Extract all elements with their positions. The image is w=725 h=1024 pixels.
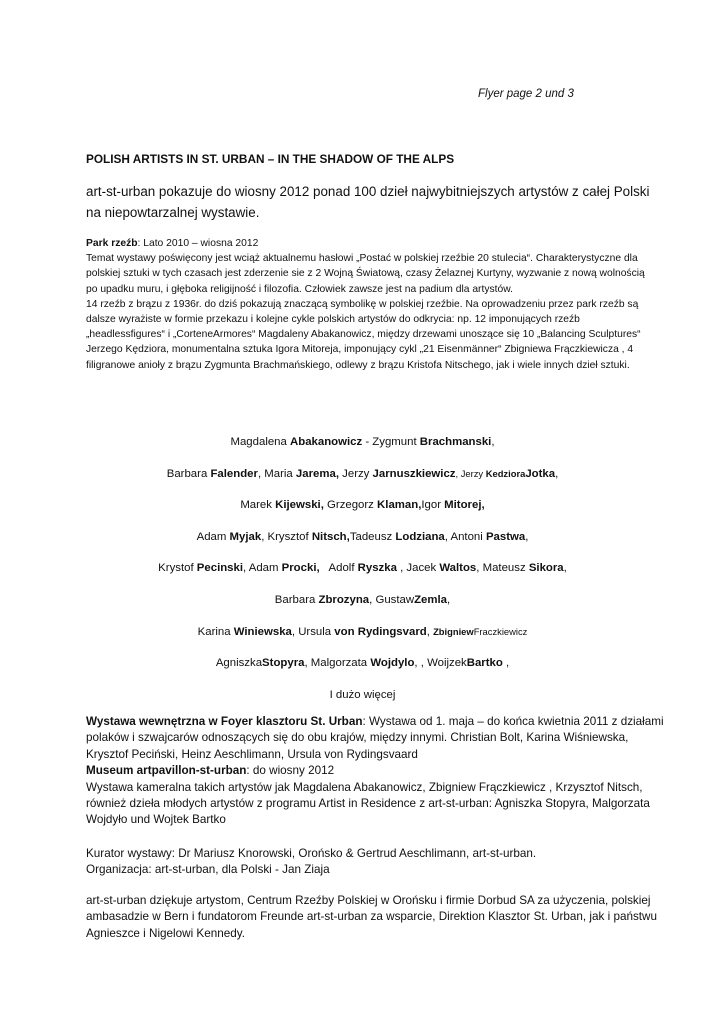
artist-surname: Waltos <box>439 562 477 575</box>
artist-text: , Gustaw <box>369 593 415 606</box>
page-title: POLISH ARTISTS IN ST. URBAN – IN THE SHADOW OF THE ALPS <box>86 152 455 166</box>
artist-surname: Stopyra <box>262 657 305 670</box>
artist-line-more: I dużo więcej <box>329 688 396 701</box>
artist-surname: Kedziora <box>485 467 526 479</box>
artist-text: , <box>426 625 434 638</box>
artist-line-5 <box>70 560 655 592</box>
artist-surname: Kijewski, <box>275 499 324 512</box>
artist-text: Grzegorz <box>323 499 378 512</box>
museum-dates: : do wiosny 2012 <box>246 764 335 778</box>
artist-text: , Mateusz <box>476 562 529 575</box>
artist-surname: Lodziana <box>395 530 445 543</box>
curator-line: Kurator wystawy: Dr Mariusz Knorowski, Orońsko & Gertrud Aeschlimann, art-st-urban. <box>86 847 537 860</box>
artist-surname: Zbrozyna <box>318 593 370 606</box>
artist-surname: Jarema, <box>295 467 339 480</box>
park-dates: : Lato 2010 – wiosna 2012 <box>137 238 259 249</box>
artist-text: , <box>563 562 567 575</box>
lead-paragraph: art-st-urban pokazuje do wiosny 2012 ponad 100 dzieł najwybitniejszych artystów z całej Polski na niepowtarzalnej wystawie. <box>86 184 650 220</box>
artist-surname: Pecinski <box>196 562 244 575</box>
foyer-paragraph <box>86 714 666 763</box>
artist-surname: von Rydingsvard <box>334 625 427 638</box>
artist-surname: Bartko <box>466 657 503 670</box>
foyer-text: : Wystawa od 1. maja – do końca kwietnia 2011 z działami polaków i szwajcarów odnoszących się do obu krajów, między innymi. Christian Bolt, Karina Wiśniewska, Krysztof Peciński, Heinz Aeschlimann, Ursula von Rydingsvaard <box>86 715 664 761</box>
artist-surname: Ryszka <box>357 562 397 575</box>
credits-section <box>86 846 666 879</box>
artist-line-2 <box>70 466 655 498</box>
museum-line <box>86 763 666 779</box>
artist-text: , Jerzy <box>455 467 486 479</box>
artist-text: , Ursula <box>291 625 335 638</box>
artist-line-8 <box>70 655 655 687</box>
artist-text: Tadeusz <box>349 530 396 543</box>
artist-surname: Brachmanski <box>419 436 492 448</box>
artist-text: - Zygmunt <box>362 436 420 448</box>
artist-text: , Jacek <box>396 562 440 575</box>
museum-label: Museum artpavillon-st-urban <box>86 764 247 778</box>
museum-description: Wystawa kameralna takich artystów jak Magdalena Abakanowicz, Zbigniew Frączkiewicz , Krzysztof Nitsch, również dzieła młodych artystów z programu Artist in Residence z art-st-urban: Agniszka Stopyra, Malgorzata Wojdyło und Wojtek Bartko <box>86 780 650 827</box>
artist-line-6 <box>70 592 655 624</box>
artist-text: , <box>525 530 529 543</box>
artist-text: , <box>491 436 495 448</box>
artist-text: , Maria <box>257 467 296 480</box>
artist-line-1 <box>70 434 655 466</box>
artist-text: , Malgorzata <box>304 657 371 670</box>
artist-surname: Falender <box>210 467 258 480</box>
artist-surname: Abakanowicz <box>290 436 363 448</box>
artist-text: Adam <box>196 530 230 543</box>
artist-surname: Winiewska <box>233 625 292 638</box>
artist-text: Barbara <box>166 467 211 480</box>
park-paragraph-1: Temat wystawy poświęcony jest wciąż aktualnemu hasłowi „Postać w polskiej rzeźbie 20 stulecia“. Charakterystyczne dla polskiej sztuki w tych czasach jest zderzenie sie z 2 Wojną Światową, czasy Żelaznej Kurtyny, wyzwanie z nową wolnością po upadku muru, i głęboka religijność i filozofia. Człowiek zawsze jest na padium dla artystów. <box>86 253 645 295</box>
foyer-label: Wystawa wewnętrzna w Foyer klasztoru St. Urban <box>86 715 363 728</box>
artist-text: Fraczkiewicz <box>473 625 528 637</box>
artist-surname: Klaman, <box>377 499 422 512</box>
artist-surname: Jotka <box>525 467 556 480</box>
artist-surname: Wojdylo <box>370 657 415 670</box>
artist-text: Marek <box>240 499 276 512</box>
artist-text: Jerzy <box>339 467 373 480</box>
park-label: Park rzeźb <box>86 238 138 249</box>
artist-line-3 <box>70 497 655 529</box>
artist-text: Karina <box>197 625 234 638</box>
artist-surname: Nitsch, <box>311 530 350 543</box>
artist-surname: Mitorej, <box>444 499 485 512</box>
artist-line-4 <box>70 529 655 561</box>
exhibitions-section <box>86 714 666 829</box>
artist-surname: Jarnuszkiewicz <box>372 467 456 480</box>
artist-text: , <box>502 657 510 670</box>
artist-text: , <box>555 467 559 480</box>
artist-list <box>70 434 655 718</box>
artist-surname: Pastwa <box>485 530 526 543</box>
artist-text: Magdalena <box>230 436 291 448</box>
thanks-paragraph: art-st-urban dziękuje artystom, Centrum Rzeźby Polskiej w Orońsku i firmie Dorbud SA za użyczenia, polskiej ambasadzie w Bern i fundatorom Freunde art-st-urban za wsparcie, Direktion Klasztor St. Urban, jak i państwu Agnieszce i Nigelowi Kennedy. <box>86 894 657 940</box>
header-note: Flyer page 2 und 3 <box>478 88 574 100</box>
artist-surname: Zbigniew <box>433 625 474 637</box>
artist-text: Barbara <box>274 593 319 606</box>
artist-text: , Krysztof <box>261 530 312 543</box>
artist-text: , <box>447 593 451 606</box>
artist-text: , , Woijzek <box>414 657 467 670</box>
artist-text: , Antoni <box>444 530 486 543</box>
sculpture-park-section <box>86 236 646 373</box>
artist-surname: Myjak <box>229 530 262 543</box>
artist-line-7 <box>70 624 655 656</box>
artist-surname: Sikora <box>528 562 564 575</box>
artist-text: Adolf <box>319 562 358 575</box>
organization-line: Organizacja: art-st-urban, dla Polski - Jan Ziaja <box>86 863 330 877</box>
park-paragraph-2: 14 rzeźb z brązu z 1936r. do dziś pokazują znaczącą symbolikę w polskiej rzeźbie. Na oprowadzeniu przez park rzeźb są dalsze wyrażiste w formie przekazu i kolejne cykle polskich artystów do odkrycia: np. 12 imponujących rzeźb „headlessfigures“ i „CorteneArmores“ Magdaleny Abakanowicz, między drzewami unoszące się 10 „Balancing Sculptures“ Jerzego Kędziora, monumentalna sztuka Igora Mitoreja, imponujący cykl „21 Eisenmänner“ Zbigniewa Frączkiewicza , 4 filigranowe anioły z brązu Zygmunta Brachmańskiego, odlewy z brązu Kristofa Nitschego, jak i wiele innych dzieł sztuki. <box>86 298 641 371</box>
park-heading-line <box>86 236 646 251</box>
artist-surname: Procki, <box>281 562 320 575</box>
artist-surname: Zemla <box>414 593 448 606</box>
artist-text: , Adam <box>243 562 282 575</box>
artist-text: Agniszka <box>215 657 263 670</box>
artist-text: Igor <box>421 499 445 512</box>
artist-text: Krystof <box>158 562 197 575</box>
